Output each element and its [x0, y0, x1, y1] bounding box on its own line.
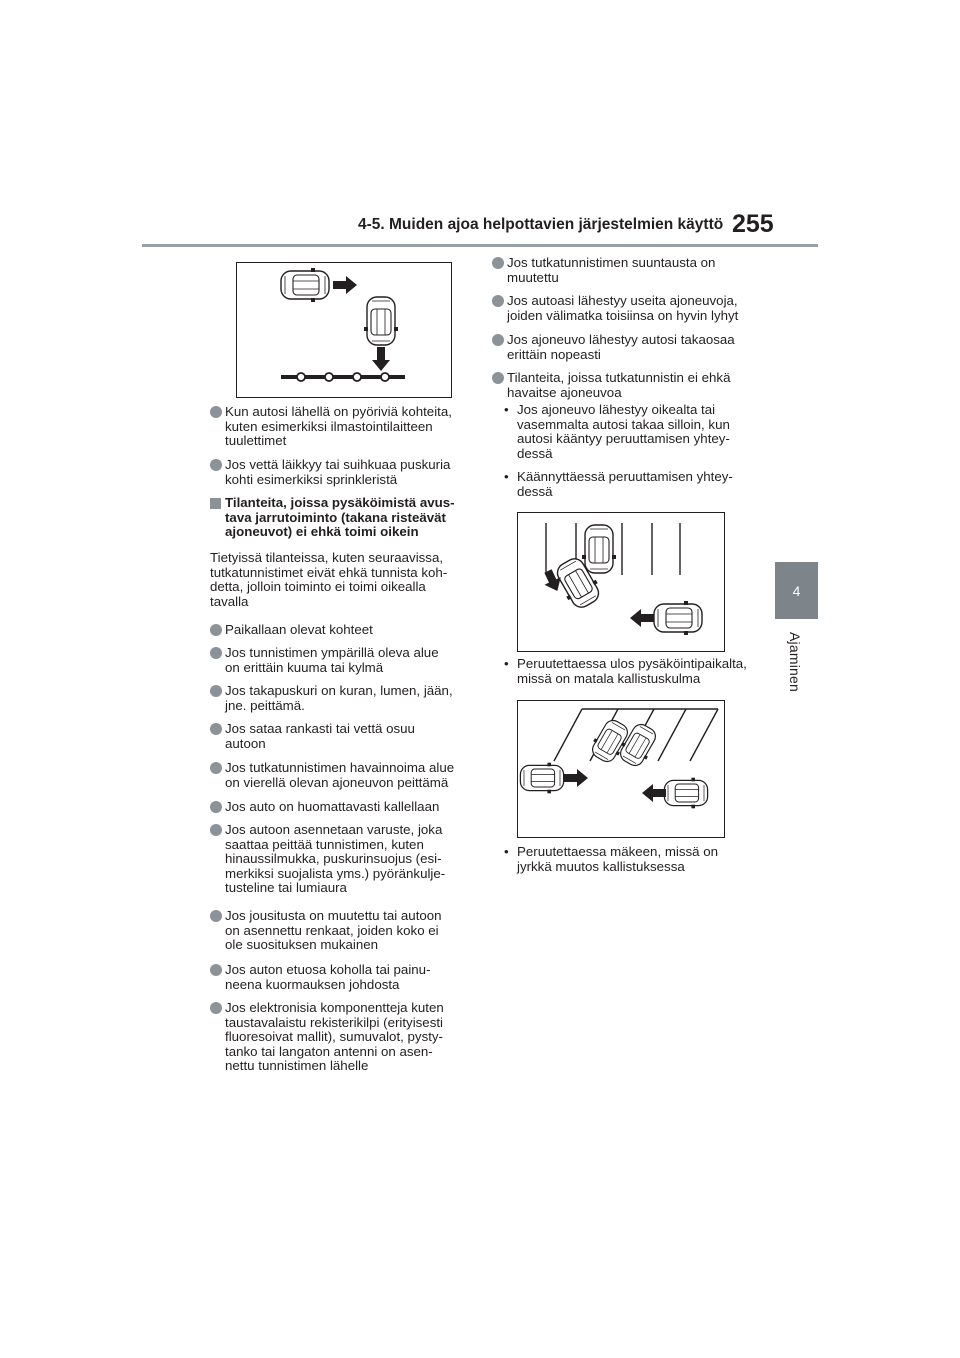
list-item: Kun autosi lähellä on pyöriviä kohteita, kuten esimerkiksi ilmastointilaitteen tuulettimet — [210, 405, 472, 449]
bullet-icon — [210, 723, 222, 735]
list-item: Jos autoasi lähestyy useita ajoneuvoja, joiden välimatka toisiinsa on hyvin lyhyt — [492, 294, 754, 323]
dash-item: • Peruutettaessa ulos pysäköintipaikalta, missä on matala kallistuskulma — [504, 656, 747, 686]
bullet-icon — [492, 334, 504, 346]
arrow-left-icon — [642, 784, 666, 802]
arrow-left-icon — [630, 609, 654, 627]
list-item: Jos sataa rankasti tai vettä osuu autoon — [210, 722, 472, 751]
car-icon — [520, 763, 563, 794]
bullet-icon — [210, 910, 222, 922]
list-item: Paikallaan olevat kohteet — [210, 623, 472, 638]
chapter-tab-label: Ajaminen — [787, 632, 803, 692]
list-item: Jos auton etuosa koholla tai painu- neena kuormauksen johdosta — [210, 963, 472, 992]
dash-item: • Käännyttäessä peruuttamisen yhtey- dessä — [504, 469, 733, 499]
list-item: Jos vettä läikkyy tai suihkuaa puskuria kohti esimerkiksi sprinkleristä — [210, 458, 472, 487]
bullet-icon — [492, 295, 504, 307]
arrow-right-icon — [564, 769, 588, 787]
square-bullet-icon — [210, 498, 221, 509]
list-item: Jos tutkatunnistimen suuntausta on muutettu — [492, 256, 754, 285]
list-item: Jos takapuskuri on kuran, lumen, jään, jne. peittämä. — [210, 684, 472, 713]
list-item: Jos auto on huomattavasti kallellaan — [210, 800, 472, 815]
list-item: Jos tunnistimen ympärillä oleva alue on erittäin kuuma tai kylmä — [210, 646, 472, 675]
list-item: Jos tutkatunnistimen havainnoima alue on vierellä olevan ajoneuvon peittämä — [210, 761, 472, 790]
figure-low-angle-parking — [517, 700, 725, 838]
bullet-icon — [210, 1002, 222, 1014]
page-number: 255 — [732, 210, 774, 238]
bullet-icon — [210, 406, 222, 418]
header-divider — [142, 244, 818, 247]
arrow-down-icon — [372, 347, 390, 371]
chapter-title: 4-5. Muiden ajoa helpottavien järjestelmien käyttö — [358, 216, 724, 233]
chapter-tab[interactable]: 4 — [775, 562, 818, 619]
car-icon — [281, 268, 329, 302]
stationary-object-row — [281, 373, 405, 381]
bullet-icon — [210, 762, 222, 774]
car-icon — [582, 525, 616, 573]
dash-item: • Jos ajoneuvo lähestyy oikealta tai vasemmalta autosi takaa silloin, kun autosi kääntyy peruuttamisen yhtey- dessä — [504, 402, 730, 461]
bullet-icon — [492, 257, 504, 269]
list-item: Jos autoon asennetaan varuste, joka saattaa peittää tunnistimen, kuten hinaussilmukka, puskurinsuojus (esi- merkiksi suojalista yms.) pyöränkulje- tusteline tai lumiaura — [210, 823, 472, 896]
bullet-icon — [210, 801, 222, 813]
section-heading: Tilanteita, joissa pysäköimistä avus- tava jarrutoiminto (takana risteävät ajoneuvot) ei ehkä toimi oikein — [210, 496, 472, 540]
intro-paragraph: Tietyissä tilanteissa, kuten seuraavissa, tutkatunnistimet eivät ehkä tunnista koh- detta, jolloin toiminto ei toimi oikealla tavalla — [210, 550, 448, 609]
bullet-icon — [210, 824, 222, 836]
car-icon — [654, 601, 702, 635]
bullet-icon — [210, 624, 222, 636]
list-item: Jos elektronisia komponentteja kuten taustavalaistu rekisterikilpi (erityisesti fluoresoivat mallit), sumuvalot, pysty- tanko tai langaton antenni on asen- nettu tunnistimen lähelle — [210, 1001, 472, 1074]
list-item: Jos ajoneuvo lähestyy autosi takaosaa erittäin nopeasti — [492, 333, 754, 362]
car-icon — [364, 297, 398, 345]
bullet-icon — [492, 372, 504, 384]
arrow-right-icon — [333, 276, 357, 294]
bullet-icon — [210, 685, 222, 697]
figure-turning-while-reversing — [517, 512, 725, 652]
bullet-icon — [210, 459, 222, 471]
figure-stationary-objects — [236, 262, 452, 398]
list-item: Jos jousitusta on muutettu tai autoon on asennettu renkaat, joiden koko ei ole suosituksen mukainen — [210, 909, 472, 953]
dash-item: • Peruutettaessa mäkeen, missä on jyrkkä muutos kallistuksessa — [504, 844, 719, 874]
bullet-icon — [210, 647, 222, 659]
car-icon — [664, 778, 707, 809]
bullet-icon — [210, 964, 222, 976]
list-item: Tilanteita, joissa tutkatunnistin ei ehkä havaitse ajoneuvoa — [492, 371, 754, 400]
